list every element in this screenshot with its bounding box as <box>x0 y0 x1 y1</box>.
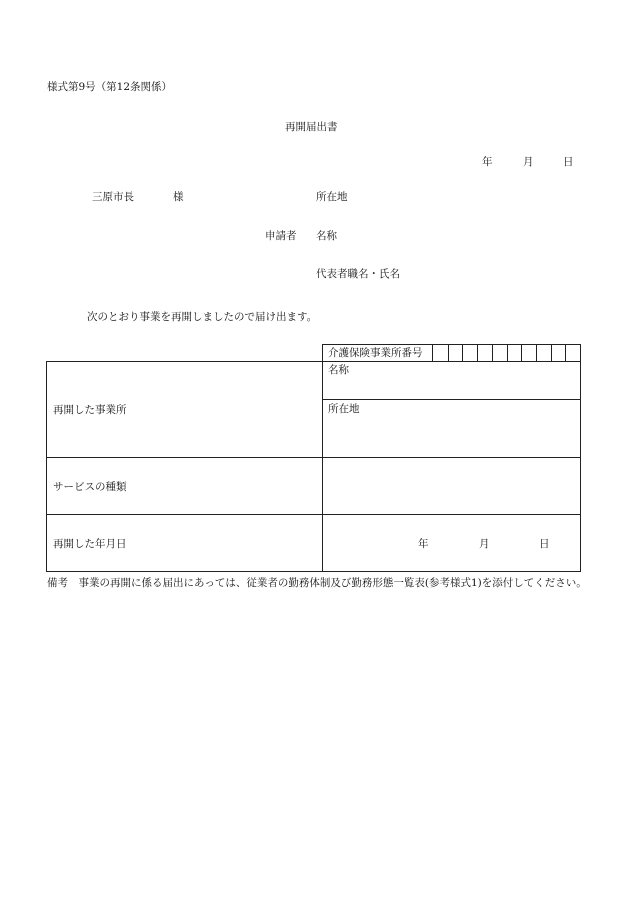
reopen-date-year: 年 <box>418 538 429 550</box>
service-type-label: サービスの種類 <box>53 481 127 493</box>
form-table <box>46 361 581 572</box>
facility-name-divider <box>323 399 580 400</box>
care-number-digit-box[interactable] <box>551 345 552 361</box>
care-number-digit-box[interactable] <box>536 345 537 361</box>
row-divider-service <box>47 514 580 515</box>
care-number-digit-box[interactable] <box>448 345 449 361</box>
date-day-label: 日 <box>563 156 574 168</box>
reopen-date-month: 月 <box>479 538 490 550</box>
statement-text: 次のとおり事業を再開しましたので届け出ます。 <box>87 311 318 323</box>
reopen-date-label: 再開した年月日 <box>53 538 127 550</box>
applicant-name-label: 名称 <box>316 230 337 242</box>
date-month-label: 月 <box>523 156 534 168</box>
facility-label: 再開した事業所 <box>53 404 127 416</box>
care-number-digit-box[interactable] <box>521 345 522 361</box>
addressee-mayor: 三原市長 <box>92 191 134 203</box>
row-divider-facility <box>47 457 580 458</box>
document-title: 再開届出書 <box>285 121 338 133</box>
applicant-representative-label: 代表者職名・氏名 <box>316 268 400 280</box>
addressee-honorific: 様 <box>173 191 184 203</box>
care-number-divider <box>432 345 433 361</box>
care-number-row <box>322 344 581 362</box>
form-number: 様式第9号（第12条関係） <box>47 81 173 93</box>
applicant-label: 申請者 <box>265 230 297 242</box>
care-number-digit-box[interactable] <box>462 345 463 361</box>
care-number-digit-box[interactable] <box>492 345 493 361</box>
care-number-digit-box[interactable] <box>477 345 478 361</box>
date-year-label: 年 <box>482 156 493 168</box>
facility-address-label: 所在地 <box>328 403 360 415</box>
remarks-text: 備考 事業の再開に係る届出にあっては、従業者の勤務体制及び勤務形態一覧表(参考様式1)を添付してください。 <box>47 577 587 589</box>
facility-name-label: 名称 <box>328 364 349 376</box>
care-number-digit-box[interactable] <box>507 345 508 361</box>
column-divider <box>322 362 323 571</box>
care-number-label: 介護保険事業所番号 <box>328 347 423 359</box>
care-number-digit-box[interactable] <box>565 345 566 361</box>
reopen-date-day: 日 <box>539 538 550 550</box>
applicant-address-label: 所在地 <box>316 191 348 203</box>
